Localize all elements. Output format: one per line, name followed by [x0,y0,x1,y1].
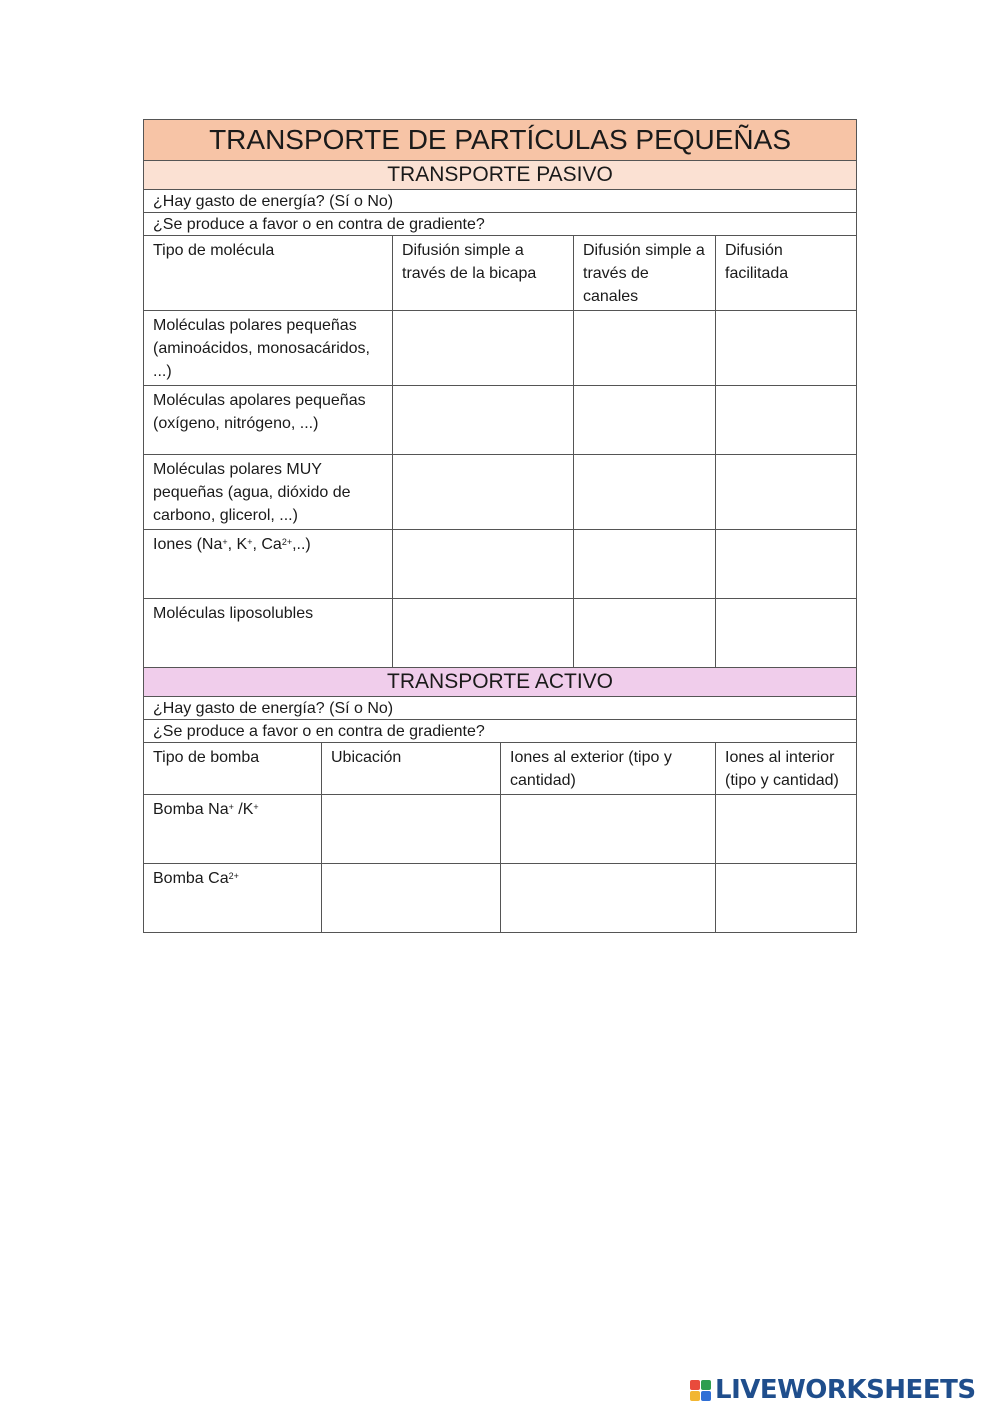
logo-mark-icon [690,1380,711,1401]
passive-row-label: Moléculas polares pequeñas (aminoácidos, monosacáridos, ...) [144,311,393,386]
passive-row-label: Moléculas liposolubles [144,599,393,668]
answer-cell[interactable] [716,599,857,668]
passive-row-label: Moléculas polares MUY pequeñas (agua, dióxido de carbono, glicerol, ...) [144,455,393,530]
passive-header-bilayer: Difusión simple a través de la bicapa [393,236,574,311]
table-row [144,311,857,386]
pump-text: /K [233,801,254,818]
logo-square [701,1391,711,1401]
answer-cell[interactable] [322,864,501,933]
worksheet-table [143,119,857,933]
active-header-interior: Iones al interior (tipo y cantidad) [716,743,857,795]
table-row [144,795,857,864]
ions-text: , K [227,536,248,553]
charge-sup: 2+ [281,537,293,547]
active-header-location: Ubicación [322,743,501,795]
answer-cell[interactable] [716,530,857,599]
logo-square [690,1380,700,1390]
logo-square [690,1391,700,1401]
ions-text: ,..) [292,536,311,553]
answer-cell[interactable] [501,795,716,864]
answer-cell[interactable] [716,864,857,933]
answer-cell[interactable] [501,864,716,933]
active-energy-question[interactable] [144,697,857,720]
answer-cell[interactable] [716,795,857,864]
active-header-exterior: Iones al exterior (tipo y cantidad) [501,743,716,795]
answer-cell[interactable] [716,455,857,530]
passive-gradient-question[interactable] [144,213,857,236]
active-gradient-question-text: ¿Se produce a favor o en contra de gradiente? [153,723,485,740]
pump-text: Bomba Na [153,801,229,818]
answer-cell[interactable] [393,455,574,530]
answer-cell[interactable] [716,311,857,386]
answer-cell[interactable] [716,386,857,455]
answer-cell[interactable] [393,530,574,599]
ions-text: Iones (Na [153,536,223,553]
active-gradient-question[interactable] [144,720,857,743]
logo-text: LIVEWORKSHEETS [715,1375,976,1405]
table-row [144,386,857,455]
answer-cell[interactable] [574,530,716,599]
charge-sup: + [228,802,234,812]
table-row [144,530,857,599]
logo-square [701,1380,711,1390]
passive-energy-question-text: ¿Hay gasto de energía? (Sí o No) [153,193,394,210]
pump-text: Bomba Ca [153,870,229,887]
passive-header-channels: Difusión simple a través de canales [574,236,716,311]
passive-transport-heading: TRANSPORTE PASIVO [144,161,857,190]
charge-sup: + [253,802,259,812]
passive-gradient-question-text: ¿Se produce a favor o en contra de gradiente? [153,216,485,233]
charge-sup: + [222,537,228,547]
passive-row-label: Moléculas apolares pequeñas (oxígeno, nitrógeno, ...) [144,386,393,455]
worksheet-title: TRANSPORTE DE PARTÍCULAS PEQUEÑAS [144,120,857,161]
passive-header-facilitated: Difusión facilitada [716,236,857,311]
active-header-pump: Tipo de bomba [144,743,322,795]
passive-row-label-ions [144,530,393,599]
answer-cell[interactable] [393,386,574,455]
table-row [144,599,857,668]
active-energy-question-text: ¿Hay gasto de energía? (Sí o No) [153,700,394,717]
answer-cell[interactable] [322,795,501,864]
table-row [144,864,857,933]
table-row [144,455,857,530]
answer-cell[interactable] [574,455,716,530]
charge-sup: + [247,537,253,547]
active-transport-heading: TRANSPORTE ACTIVO [144,668,857,697]
pump-label-ca [144,864,322,933]
pump-label-na-k [144,795,322,864]
answer-cell[interactable] [393,311,574,386]
liveworksheets-logo[interactable] [690,1375,976,1405]
answer-cell[interactable] [393,599,574,668]
charge-sup: 2+ [228,871,239,881]
ions-text: , Ca [252,536,282,553]
passive-header-molecule: Tipo de molécula [144,236,393,311]
answer-cell[interactable] [574,599,716,668]
answer-cell[interactable] [574,386,716,455]
answer-cell[interactable] [574,311,716,386]
passive-energy-question[interactable] [144,190,857,213]
